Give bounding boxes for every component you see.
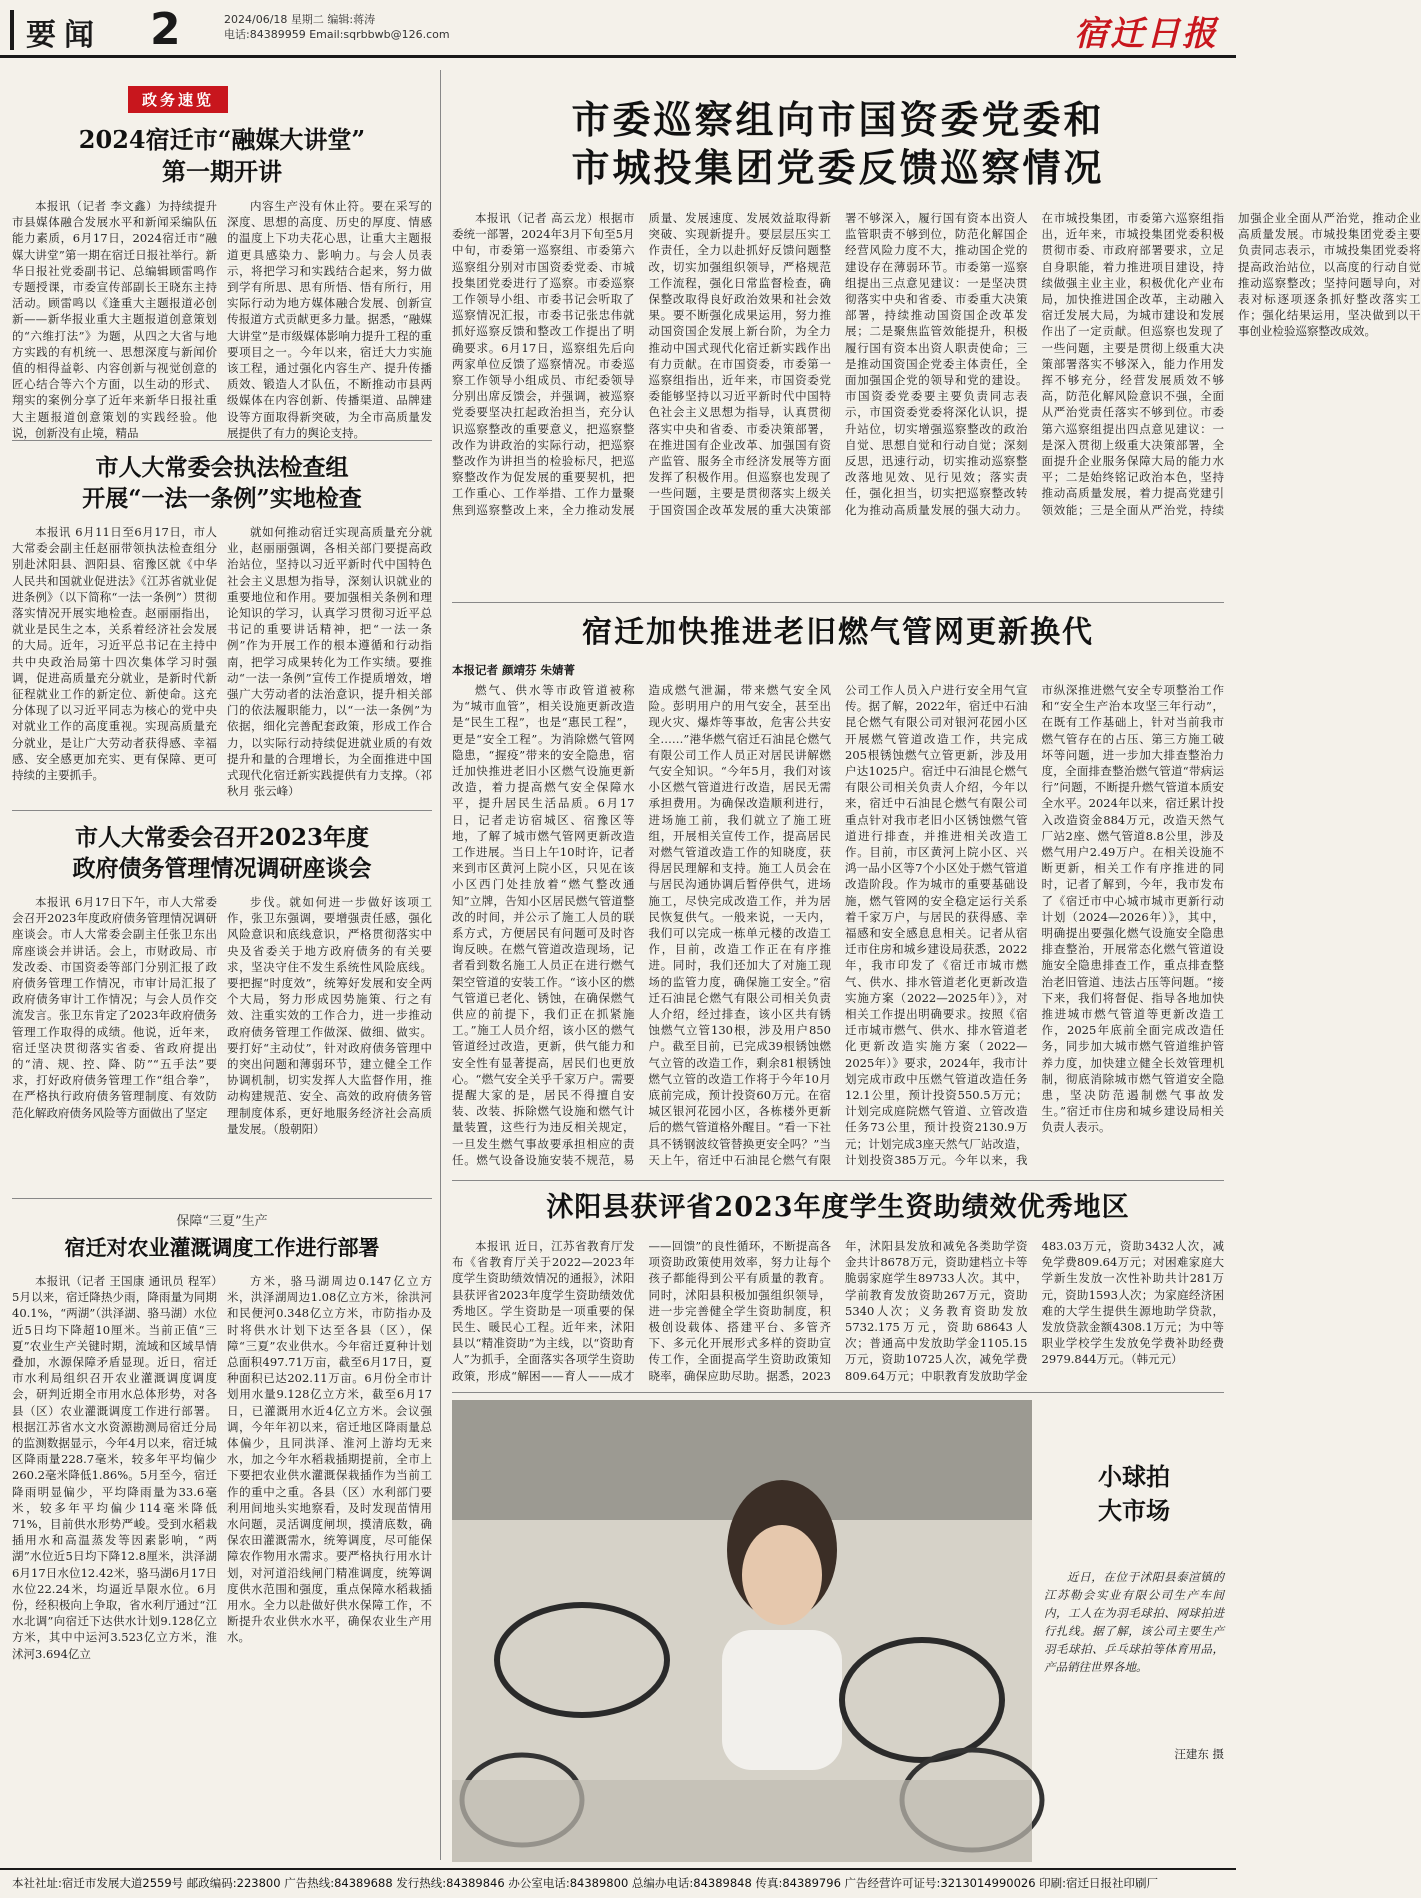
date-line: 2024/06/18 星期二 编辑:蒋涛 — [224, 13, 376, 26]
photo-badminton-workshop — [452, 1400, 1032, 1862]
footer-info: 本社社址:宿迁市发展大道2559号 邮政编码:223800 广告热线:84389688 发行热线:84389846 办公室电话:84389800 总编办电话:84389848 传真:84389796 广告经营许可证号:3213014990026 印刷:宿迁日报社印刷厂 — [0, 1868, 1236, 1898]
gas-body: 燃气、供水等市政管道被称为“城市血管”，相关设施更新改造是“民生工程”，也是“惠民工程”，更是“安全工程”。为消除燃气管网隐患，“握疫”带来的安全隐患，宿迁加快推进老旧小区燃气设施更新改造，着力提高燃气安全保障水平，提升居民生活品质。6月17日，记者走访宿城区、宿豫区等地，了解了城市燃气管网更新改造工作进展。当日上午10时许，记者来到市区黄河上院小区，只见在该小区西门处挂放着“燃气整改通知”立牌，告知小区居民燃气管道整改的时间，并公示了施工人员的联系方式，方便居民有问题可及时咨询反映。在燃气管道改造现场，记者看到数名施工人员正在进行燃气架空管道的安装工作。“该小区的燃气管道已老化、锈蚀，在确保燃气供应的前提下，我们正在抓紧施工。”施工人员介绍，该小区的燃气管道经过改造，更新，供气能力和安全性有显著提高，居民们也更放心。“燃气安全关乎千家万户。需要提醒大家的是，居民不得擅自安装、改装、拆除燃气设施和燃气计量装置，这些行为违反相关规定，一旦发生燃气事故要承担相应的责任。燃气设备设施安装不规范，易造成燃气泄漏，带来燃气安全风险。彭明用户的用气安全，甚至出现火灾、爆炸等事故，危害公共安全……”港华燃气宿迁石油昆仑燃气有限公司工作人员正对居民讲解燃气安全知识。“今年5月，我们对该小区燃气管道进行改造，居民无需承担费用。为确保改造顺利进行，进场施工前，我们就立了施工班组，开展相关宣传工作，提高居民对燃气管道改造工作的知晓度，获得居民理解和支持。施工人员会在与居民沟通协调后暂停供气，进场施工，尽快完成改造工作，并为居民恢复供气。一般来说，一天内，我们可以完成一栋单元楼的改造工作，目前，改造工作正在有序推进。同时，我们还加大了对施工现场的监管力度，确保施工安全。”宿迁石油昆仑燃气有限公司相关负责人介绍，经过排查，该小区共有锈蚀燃气立管130根，涉及用户850户。截至目前，已完成39根锈蚀燃气立管的改造工作，剩余81根锈蚀燃气立管的改造工作将于今年10月底前完成，预计投资60万元。在宿城区银河花园小区，各栋楼外更新后的燃气管道格外醒目。“看一下社具不锈钢波纹管替换更安全吗？”当天上午，宿迁中石油昆仑燃气有限公司工作人员入户进行安全用气宣传。据了解，2022年，宿迁中石油昆仑燃气有限公司对银河花园小区开展燃气管道改造工作，共完成205根锈蚀燃气立管更新，涉及用户达1025户。宿迁中石油昆仑燃气有限公司相关负责人介绍，今年以来，宿迁中石油昆仑燃气有限公司重点针对我市老旧小区锈蚀燃气管道进行排查，并推进相关改造工作。目前，市区黄河上院小区、兴鸿一品小区等7个小区处于燃气管道改造阶段。作为城市的重要基础设施，燃气管网的安全稳定运行关系着千家万户，与居民的获得感、幸福感和安全感息息相关。记者从宿迁市住房和城乡建设局获悉，2022年，我市印发了《宿迁市城市燃气、供水、排水管道老化更新改造实施方案（2022—2025年）》，对相关工作提出明确要求。按照《宿迁市城市燃气、供水、排水管道老化更新改造实施方案（2022—2025年）》要求，2024年，我市计划完成市政中压燃气管道改造任务12.1公里，预计投资550.5万元；计划完成庭院燃气管道、立管改造任务73公里，预计投资2130.9万元；计划完成3座天然气厂站改造，计划投资385万元。今年以来，我市纵深推进燃气安全专项整治工作和“安全生产治本攻坚三年行动”，在既有工作基础上，针对当前我市燃气管存在的占压、第三方施工破坏等问题，进一步加大排查整治力度，全面排查整治燃气管道“带病运行”问题，不断提升燃气管道本质安全水平。2024年以来，宿迁累计投入改造资金884万元，改造天然气厂站2座、燃气管道8.8公里，涉及燃气用户2.49万户。在相关设施不断更新，相关工作有序推进的同时，记者了解到，今年，我市发布了《宿迁市中心城市城市更新行动计划（2024—2026年）》，其中，明确提出要强化燃气设施安全隐患排查整治，开展常态化燃气管道设施安全隐患排查工作，重点排查整治老旧管道、违法占压等问题。“接下来，我们将督促、指导各地加快推进城市燃气管道等更新改造工作，2025年底前全面完成改造任务，同步加大城市燃气管道维护管养力度，加快建立健全长效管理机制，彻底消除城市燃气管道安全隐患，坚决防范遏制燃气事故发生。”宿迁市住房和城乡建设局相关负责人表示。 — [452, 683, 1224, 1167]
rule-5 — [452, 1180, 1224, 1181]
masthead-meta — [224, 12, 450, 42]
column-divider — [440, 70, 441, 1860]
article-shuyang — [452, 1188, 1224, 1388]
irrigation-col2: 方米，骆马湖周边0.147亿立方米，洪泽湖周边1.08亿立方米，徐洪河和民便河0.348亿立方米，市防指办及时将供水计划下达至各县（区），保障“三夏”农业供水。今年宿迁夏种计划总面积497.71万亩，截至6月17日，夏种面积已达202.11万亩。6月份全市计划用水量9.128亿立方米，截至6月17日，已灌溉用水近4亿立方米。会议强调，今年年初以来，宿迁地区降雨量总体偏少，且同洪泽、淮河上游均无来水，加之今年水稻栽插期提前，全市上下要把农业供水灌溉保栽插作为当前工作的重中之重。各县（区）水利部门要利用间地头实地察看，及时发现苗情用水问题，灵活调度闸坝，摸清底数，确保农田灌溉需水，统筹调度，尽可能保障农作物用水需求。要严格执行用水计划，对河道沿线闸门精准调度，统筹调度供水范围和强度，重点保障水稻栽插用水。全力以赴做好供水保障工作，不断提升农业供水水平，确保农业生产用水。 — [227, 1274, 432, 1645]
article-renda-law — [12, 452, 432, 799]
rongmei-col1: 本报讯（记者 李文鑫）为持续提升市县媒体融合发展水平和新闻采编队伍能力素质，6月17日，2024宿迁市“融媒大讲堂”第一期在宿迁日报社举行。新华日报社党委副书记、总编辑顾雷鸣作专题授课，市委宣传部副长王晓东主持活动。顾雷鸣以《逢重大主题报道必创新——新华报业重大主题报道创意策划的“六维打法”》为题，从四之大省与地方实践的有机统一、思想深度与新闻价值的相得益彰、内容创新与视觉创意的匠心结合等六个方面，以生动的形式、翔实的案例分享了近年来新华日报社重大主题报道创意策划的实践经验。他说，创新没有止境，精品 — [12, 199, 217, 440]
rongmei-col2: 内容生产没有休止符。要在采写的深度、思想的高度、历史的厚度、情感的温度上下功夫花心思，让重大主题报道更具感染力、影响力。与会人员表示，将把学习和实践结合起来，努力做到学有所思、思有所悟、悟有所行，用实际行动为地方媒体融合发展、创新宣传报道方式贡献更多力量。据悉，“融媒大讲堂”是市级媒体影响力提升工程的重要项目之一。今年以来，宿迁大力实施该工程，通过强化内容生产、提升传播质效、锻造人才队伍，不断推动市县两级媒体在内容创新、传播渠道、品牌建设等方面取得新突破，为全市高质量发展提供了有力的舆论支持。 — [227, 199, 432, 440]
section-title: 要闻 — [26, 18, 102, 53]
politics-brief-tag: 政务速览 — [128, 86, 228, 113]
gas-byline: 本报记者 颜靖芬 朱婧菁 — [452, 663, 576, 677]
irrigation-kicker: 保障“三夏”生产 — [176, 1214, 268, 1229]
rule-2 — [12, 810, 432, 811]
photo-story-title: 小球拍 大市场 — [1098, 1462, 1170, 1525]
inspection-body: 本报讯（记者 高云龙）根据市委统一部署，2024年3月下旬至5月中旬，市委第一巡察组、市委第六巡察组分别对市国资委党委、市城投集团党委进行了巡察。市委巡察工作领导小组、市委书记会听取了巡察情况汇报，市委书记张忠伟就抓好巡察反馈和整改工作提出了明确要求。6月17日，巡察组先后向两家单位反馈了巡察情况。市委巡察工作领导小组成员、市纪委领导分别出席反馈会，并强调，被巡察党委要坚决扛起政治担当，充分认识巡察整改的重要意义，把巡察整改作为讲政治的实际行动，把巡察整改作为讲担当的检验标尺，把巡察整改作为促发展的重要契机，把工作重心、工作举措、工作力量聚焦到巡察整改上来，全力推动发展质量、发展速度、发展效益取得新突破、实现新提升。要层层压实工作责任，全力以赴抓好反馈问题整改，切实加强组织领导，严格规范工作流程，强化日常监督检查，确保整改取得良好政治效果和社会效果。要不断强化成果运用，努力推动国资国企发展上新台阶，为全力推动中国式现代化宿迁新实践作出有力贡献。在市国资委，市委第一巡察组指出，近年来，市国资委党委能够坚持以习近平新时代中国特色社会主义思想为指导，认真贯彻落实中央和省委、市委决策部署，在推进国有企业改革、加强国有资产监管、服务全市经济发展等方面发挥了积极作用。但巡察也发现了一些问题，主要是贯彻落实上级关于国资国企改革发展的重大决策部署不够深入，履行国有资本出资人监管职责不够到位，防范化解国企经营风险力度不大，推动国企党的建设存在薄弱环节。市委第一巡察组提出三点意见建议：一是坚决贯彻落实中央和省委、市委重大决策部署，持续推动国资国企改革发展；二是聚焦监管效能提升，积极履行国有资本出资人职责使命；三是推动国资国企党委主体责任，全面加强国企党的领导和党的建设。市国资委党委要主要负责同志表示，市国资委党委将深化认识，提升站位，切实增强巡察整改的政治自觉、思想自觉和行动自觉；深刻反思，迅速行动，切实推动巡察整改落地见效、见行见效；落实责任，强化担当，切实把巡察整改转化为推动高质量发展的强大动力。在市城投集团，市委第六巡察组指出，近年来，市城投集团党委积极贯彻市委、市政府部署要求，立足自身职能，着力推进项目建设，持续做强主业主业，积极优化产业布局，加快推进国企改革，主动融入宿迁发展大局，为城市建设和发展作出了一定贡献。但巡察也发现了一些问题，主要是贯彻上级重大决策部署落实不够深入，能力作用发挥不够充分，经营发展质效不够高，防范化解风险意识不强，全面从严治党责任落实不够到位。市委第六巡察组提出四点意见建议：一是深入贯彻上级重大决策部署，全面提升企业服务保障大局的能力水平；二是始终铭记政治本色，坚持推动高质量发展，着力提高党建引领效能；三是全面从严治党，持续加强企业全面从严治党，推动企业高质量发展。市城投集团党委主要负责同志表示，市城投集团党委将提高政治站位，以高度的行动自觉推动巡察整改；坚持问题导向，对表对标逐项逐条抓好整改落实工作；强化结果运用，坚决做到以干事创业检验巡察整改成效。 — [452, 211, 1421, 517]
gas-title: 宿迁加快推进老旧燃气管网更新换代 — [582, 615, 1094, 650]
photo-illustration — [452, 1400, 1032, 1862]
renda-debt-col1: 本报讯 6月17日下午，市人大常委会召开2023年度政府债务管理情况调研座谈会。市人大常委会副主任张卫东出席座谈会并讲话。会上，市财政局、市发改委、市国资委等部门分别汇报了政府债务管理工作情况，市审计局汇报了政府债务审计工作情况；与会人员作交流发言。张卫东肯定了2023年政府债务管理工作取得的成绩。他说，近年来，宿迁坚决贯彻落实省委、省政府提出的“清、规、控、降、防”“五手法”要求，打好政府债务管理工作“组合拳”，在严格执行政府债务管理制度、有效防范化解政府债务风险等方面做出了坚定 — [12, 895, 217, 1120]
article-irrigation — [12, 1210, 432, 1863]
newspaper-logo: 宿迁日报 — [1074, 14, 1218, 54]
masthead — [0, 0, 1236, 58]
rule-1 — [12, 440, 432, 441]
shuyang-title: 沭阳县获评省2023年度学生资助绩效优秀地区 — [546, 1192, 1130, 1223]
renda-debt-title: 市人大常委会召开2023年度 政府债务管理情况调研座谈会 — [72, 824, 372, 882]
irrigation-col1: 本报讯（记者 王国康 通讯员 程军）5月以来，宿迁降热少雨，降雨量为同期40.1%，“两湖”（洪泽湖、骆马湖）水位近5日均下降超10厘米。当前正值“三夏”农业生产关键时期，流域和区域旱情叠加，水源保障矛盾显现。近日，宿迁市水利局组织召开农业灌溉调度调度会，研判近期全市用水总体形势，对各县（区）农业灌溉调度工作进行部署。根据江苏省水文水资源勘测局宿迁分局的监测数据显示，今年4月以来，宿迁城区降雨量228.7毫米，较多年平均偏少260.2毫米降低1.86%。5月至今，宿迁降雨明显偏少，平均降雨量为33.6毫米，较多年平均偏少114毫米降低71%，目前供水形势严峻。受到水稻栽插用水和高温蒸发等因素影响，“两湖”水位近5日均下降12.8厘米，洪泽湖6月17日水位12.42米，骆马湖6月17日水位22.24米，均逼近旱限水位。6月份，经积极向上争取，省水利厅通过“江水北调”向宿迁下达供水计划9.128亿立方米，其中中运河3.523亿立方米，淮沭河3.694亿立 — [12, 1274, 217, 1661]
inspection-title: 市委巡察组向市国资委党委和 市城投集团党委反馈巡察情况 — [571, 97, 1105, 190]
page-number: 2 — [150, 4, 181, 55]
photo-caption: 近日，在位于沭阳县泰渲镇的江苏勒会实业有限公司生产车间内，工人在为羽毛球拍、网球拍进行扎线。据了解，该公司主要生产羽毛球拍、乒乓球拍等体育用品，产品销往世界各地。 — [1044, 1570, 1224, 1674]
renda-debt-col2: 步伐。就如何进一步做好该项工作，张卫东强调，要增强责任感，强化风险意识和底线意识，严格贯彻落实中央及省委关于地方政府债务的有关要求，坚决守住不发生系统性风险底线。要把握“时度效”，统筹好发展和安全两个大局，努力形成因势施策、行之有效、注重实效的工作合力，进一步推动政府债务管理工作做深、做细、做实。要打好“主动仗”，针对政府债务管理中的突出问题和薄弱环节，建立健全工作协调机制，切实发挥人大监督作用，推动构建规范、安全、高效的政府债务管理制度体系，更好地服务经济社会高质量发展。（殷朝阳） — [227, 895, 432, 1136]
shuyang-body: 本报讯 近日，江苏省教育厅发布《省教育厅关于2022—2023年度学生资助绩效情况的通报》，沭阳县获评省2023年度学生资助绩效优秀地区。学生资助是一项重要的保民生、暖民心工程。近年来，沭阳县以“精准资助”为主线，以“资助育人”为抓手，全面落实各项学生资助政策，形成“解困——育人——成才——回馈”的良性循环，不断提高各项资助政策使用效率，努力让每个孩子都能得到公平有质量的教育。同时，沭阳县积极加强组织领导，进一步完善健全学生资助制度，积极创设载体、搭建平台、多管齐下、多元化开展形式多样的资助宣传工作，全面提高学生资助政策知晓率，确保应助尽助。据悉，2023年，沭阳县发放和减免各类助学资金共计8678万元，资助建档立卡等脆弱家庭学生89733人次。其中，学前教育发放资助267万元，资助5340人次；义务教育资助发放5732.175万元，资助68643人次；普通高中发放助学金1105.15万元，资助10725人次，减免学费809.64万元；中职教育发放助学金483.03万元，资助3432人次，减免学费809.64万元；对困难家庭大学新生发放一次性补助共计281万元，资助1593人次；为家庭经济困难的大学生提供生源地助学贷款，发放贷款金额4308.1万元；为中等职业学校学生发放免学费补助经费2979.844万元。（韩元元） — [452, 1239, 1224, 1383]
rule-3 — [12, 1198, 432, 1199]
photo-story-text — [1044, 1410, 1224, 1762]
rongmei-title: 2024宿迁市“融媒大讲堂” 第一期开讲 — [78, 125, 366, 186]
rule-4 — [452, 602, 1224, 603]
article-rongmei — [12, 124, 432, 448]
rule-6 — [452, 1392, 1224, 1393]
renda-law-col2: 就如何推动宿迁实现高质量充分就业，赵丽丽强调，各相关部门要提高政治站位，坚持以习近平新时代中国特色社会主义思想为指导，深刻认识就业的重要地位和作用。要加强相关条例和理论知识的学习，认真学习贯彻习近平总书记的重要讲话精神，把“一法一条例”作为开展工作的根本遵循和行动指南，把学习成果转化为工作实绩。要推动“一法一条例”宣传工作提质增效，增强广大劳动者的法治意识，提升相关部门的依法履职能力，以“一法一条例”为依据，细化完善配套政策，形成工作合力，以实际行动持续促进就业质的有效提升和量的合理增长，为全面推进中国式现代化宿迁新实践提供有力支撑。（祁秋月 张云峰） — [227, 525, 432, 799]
article-gas — [452, 612, 1224, 1177]
contact-line: 电话:84389959 Email:sqrbbwb@126.com — [224, 28, 450, 41]
masthead-bar — [10, 10, 14, 50]
renda-law-title: 市人大常委会执法检查组 开展“一法一条例”实地检查 — [82, 454, 362, 512]
renda-law-col1: 本报讯 6月11日至6月17日，市人大常委会副主任赵丽带领执法检查组分别赴沭阳县、泗阳县、宿豫区就《中华人民共和国就业促进法》《江苏省就业促进条例》（以下简称“一法一条例”）贯彻落实情况开展实地检查。赵丽丽指出，就业是民生之本，关系着经济社会发展的大局。近年，习近平总书记在主持中共中央政治局第十四次集体学习时强调，促进高质量充分就业，是新时代新征程就业工作的新定位、新使命。这充分体现了以习近平同志为核心的党中央对就业工作的高度重视。实现高质量充分就业，是让广大劳动者获得感、幸福感、安全感更加充实、更有保障、更可持续的主要抓手。 — [12, 525, 217, 783]
article-renda-debt — [12, 822, 432, 1169]
irrigation-title: 宿迁对农业灌溉调度工作进行部署 — [64, 1235, 380, 1260]
photo-credit: 汪建东 摄 — [1174, 1747, 1224, 1761]
article-inspection — [452, 96, 1421, 530]
